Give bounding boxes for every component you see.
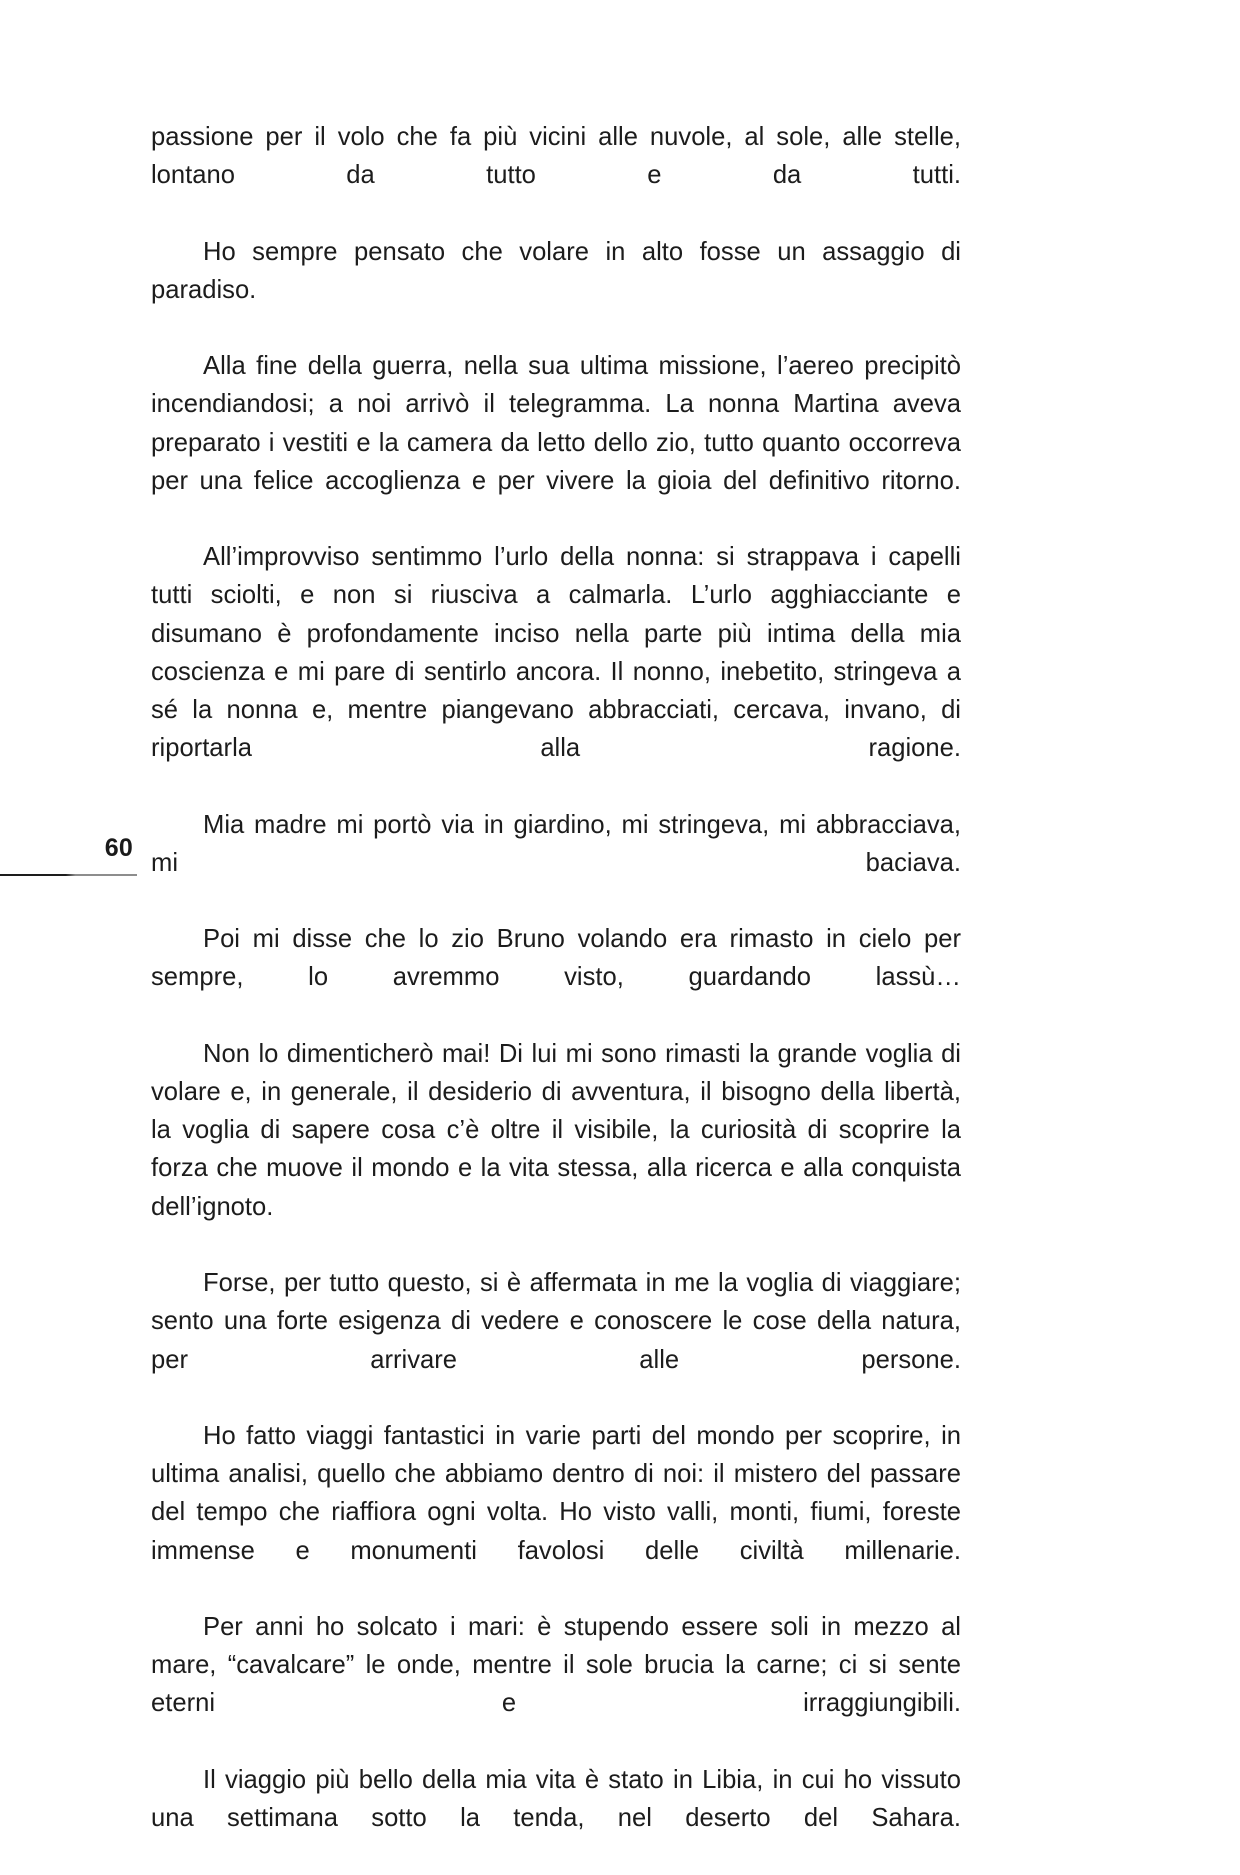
paragraph: Ho fatto viaggi fantastici in varie parti del mondo per scoprire, in ultima analisi, quello che abbiamo dentro di noi: il mistero del passare del tempo che riaffiora ogni volta. Ho visto valli, monti, fiumi, foreste immense e monumenti favolosi delle civiltà millenarie. [151,1421,961,1565]
folio-block [0,836,137,896]
paragraph: Non lo dimenticherò mai! Di lui mi sono rimasti la grande voglia di volare e, in generale, il desiderio di avventura, il bisogno della libertà, la voglia di sapere cosa c’è oltre il visibile, la curiosità di scoprire la forza che muove il mondo e la vita stessa, alla ricerca e alla conquista dell’ignoto. [151,1039,961,1221]
paragraph: Forse, per tutto questo, si è affermata in me la voglia di viaggiare; sento una forte esigenza di vedere e conoscere le cose della natura, per arrivare alle persone. [151,1269,961,1374]
paragraph: Mia madre mi portò via in giardino, mi stringeva, mi abbracciava, mi baciava. [151,810,961,877]
paragraph: Il viaggio più bello della mia vita è stato in Libia, in cui ho vissuto una settimana sotto la tenda, nel deserto del Sahara. [151,1765,961,1832]
body-text-column [151,118,961,1875]
paragraph: All’improvviso sentimmo l’urlo della nonna: si strappava i capelli tutti sciolti, e non si riusciva a calmarla. L’urlo agghiacciante e disumano è profondamente inciso nella parte più intima della mia coscienza e mi pare di sentirlo ancora. Il nonno, inebetito, stringeva a sé la nonna e, mentre piangevano abbracciati, cercava, invano, di riportarla alla ragione. [151,543,961,763]
paragraph: passione per il volo che fa più vicini alle nuvole, al sole, alle stelle, lontano da tutto e da tutti. [151,123,961,190]
page-number: 60 [104,834,133,862]
margin-rule [0,874,137,876]
paragraph: Per anni ho solcato i mari: è stupendo essere soli in mezzo al mare, “cavalcare” le onde, mentre il sole brucia la carne; ci si sente eterni e irraggiungibili. [151,1612,961,1718]
paragraph: Poi mi disse che lo zio Bruno volando era rimasto in cielo per sempre, lo avremmo visto, guardando lassù… [151,925,961,992]
paragraph: Ho sempre pensato che volare in alto fosse un assaggio di paradiso. [151,237,961,304]
paragraph: Alla fine della guerra, nella sua ultima missione, l’aereo precipitò incendiandosi; a noi arrivò il telegramma. La nonna Martina aveva preparato i vestiti e la camera da letto dello zio, tutto quanto occorreva per una felice accoglienza e per vivere la gioia del definitivo ritorno. [151,352,961,495]
